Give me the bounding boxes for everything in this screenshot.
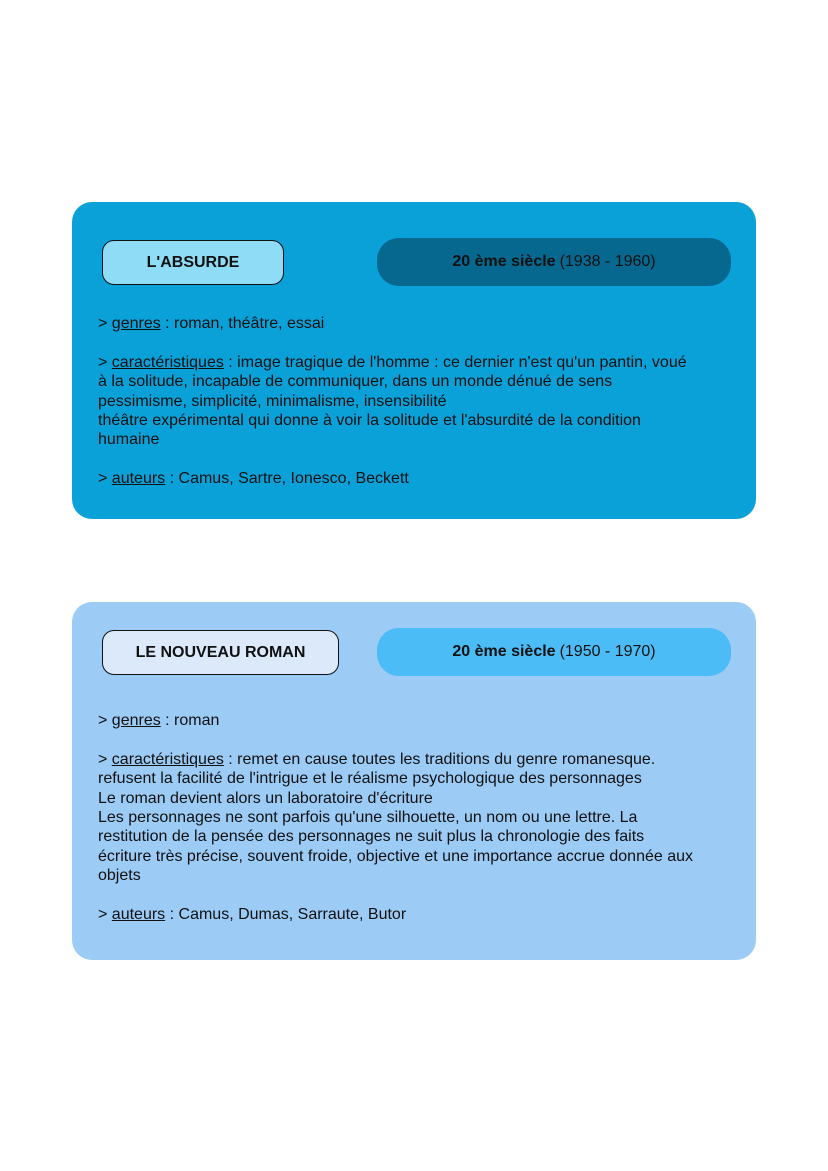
characteristics-line: à la solitude, incapable de communiquer, dans un monde dénué de sens (98, 373, 613, 391)
genres-value: : roman (160, 712, 220, 729)
authors-value: : Camus, Sartre, Ionesco, Beckett (165, 470, 409, 488)
authors-line (98, 905, 738, 924)
characteristics-block (98, 750, 738, 886)
genres-line (98, 314, 738, 333)
genres-value: : roman, théâtre, essai (160, 315, 325, 332)
period-badge (377, 628, 731, 676)
genres-line (98, 711, 738, 730)
movement-title: LE NOUVEAU ROMAN (102, 630, 339, 675)
characteristics-line: restitution de la pensée des personnages ne suit plus la chronologie des faits (98, 828, 645, 846)
characteristics-line: pessimisme, simplicité, minimalisme, insensibilité (98, 392, 447, 410)
movement-title: L'ABSURDE (102, 240, 284, 285)
bullet-prefix: > (98, 315, 112, 332)
authors-value: : Camus, Dumas, Sarraute, Butor (165, 906, 407, 924)
card-absurde (72, 202, 756, 519)
characteristics-line: Les personnages ne sont parfois qu'une silhouette, un nom ou une lettre. La (98, 809, 638, 827)
card-body (98, 711, 738, 944)
authors-label: auteurs (111, 906, 166, 924)
period-range: (1950 - 1970) (559, 643, 656, 660)
bullet-prefix: > (98, 353, 112, 371)
period-range: (1938 - 1960) (559, 253, 656, 270)
characteristics-line: : remet en cause toutes les traditions du genre romanesque. (223, 750, 656, 768)
genres-label: genres (111, 315, 161, 332)
characteristics-line: refusent la facilité de l'intrigue et le réalisme psychologique des personnages (98, 770, 642, 788)
period-label: 20 ème siècle (452, 643, 556, 660)
characteristics-line: humaine (98, 431, 160, 449)
characteristics-line: écriture très précise, souvent froide, objective et une importance accrue donnée aux (98, 847, 693, 865)
characteristics-label: caractéristiques (111, 750, 224, 768)
card-nouveau-roman (72, 602, 756, 960)
authors-label: auteurs (111, 470, 166, 488)
characteristics-line: Le roman devient alors un laboratoire d'écriture (98, 789, 433, 807)
bullet-prefix: > (98, 906, 112, 924)
characteristics-line: objets (98, 867, 141, 885)
genres-label: genres (111, 712, 161, 729)
period-label: 20 ème siècle (452, 253, 556, 270)
bullet-prefix: > (98, 470, 112, 488)
characteristics-block (98, 353, 738, 450)
characteristics-label: caractéristiques (111, 353, 224, 371)
characteristics-line: théâtre expérimental qui donne à voir la solitude et l'absurdité de la condition (98, 412, 641, 430)
authors-line (98, 469, 738, 488)
card-body (98, 314, 738, 508)
characteristics-line: : image tragique de l'homme : ce dernier n'est qu'un pantin, voué (223, 353, 687, 371)
bullet-prefix: > (98, 750, 112, 768)
bullet-prefix: > (98, 712, 112, 729)
period-badge (377, 238, 731, 286)
